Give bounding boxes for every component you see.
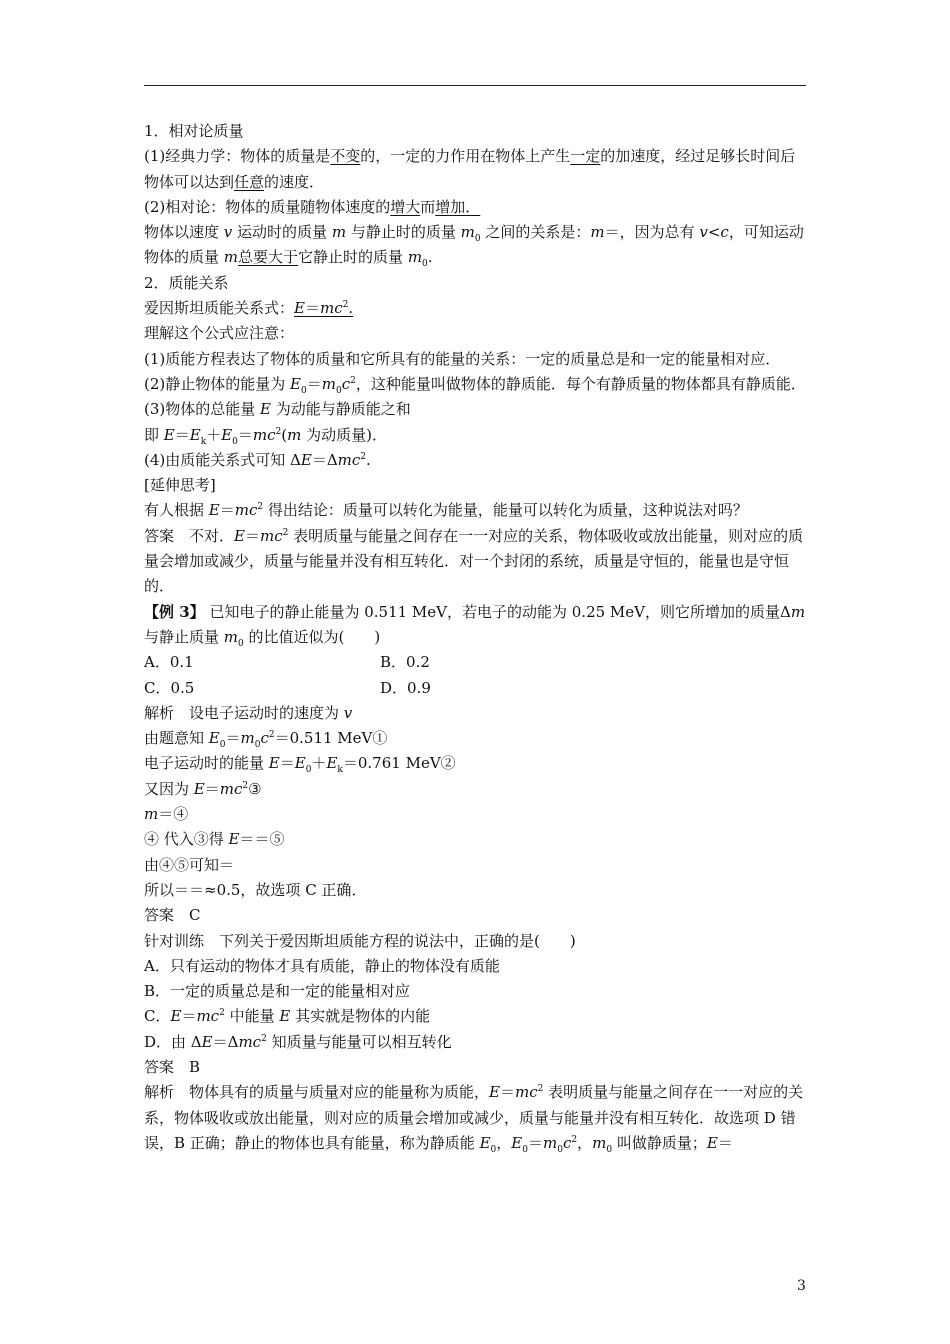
drill-answer: 答案 B (144, 1057, 201, 1076)
option-c: C．0.5 (144, 678, 195, 697)
extended-thinking-answer: 答案 不对．$E=mc^2$ 表明质量与能量之间存在一一对应的关系，物体吸收或放出能量，则对应的质量会增加或减少，质量与能量并没有相互转化．对一个封闭的系统，质量是守恒的，能量也是守恒的． (144, 526, 804, 596)
paragraph-point-2: (2)静止物体的能量为 $E_0=m_0c^2$，这种能量叫做物体的静质能．每个有静质量的物体都具有静质能． (144, 374, 806, 396)
answer-blank: 任意 (234, 172, 265, 191)
drill-option-c: C．$E=mc^2$ 中能量 E 其实就是物体的内能 (144, 1007, 431, 1026)
drill-option-d: D．由 ΔE＝Δmc$^2$ 知质量与能量可以相互转化 (144, 1032, 452, 1051)
paragraph-mass-velocity: 物体以速度 v 运动时的质量 m 与静止时的质量 $m_0$ 之间的关系是：m＝，因为总有 v<c，可知运动物体的质量 m总要大于它静止时的质量 $m_0$. (144, 223, 804, 270)
paragraph-einstein-formula: 爱因斯坦质能关系式：$E=mc^2$. (144, 299, 354, 318)
solution-line-7: 所以＝＝≈0.5，故选项 C 正确． (144, 880, 367, 899)
solution-line-1: 由题意知 $E_0=m_0c^2=0.511$ MeV① (144, 729, 388, 751)
drill-solution: 解析 物体具有的质量与质量对应的能量称为质能，$E=mc^2$ 表明质量与能量之间存在一一对应的关系，物体吸收或放出能量，则对应的质量会增加或减少，质量与能量并没有相互转化．故选项 D 错误，B 正确；静止的物体也具有能量，称为静质能 $E_0$，$E_0=m_0c^2$，$m_0$ 叫做静质量；E＝ (144, 1083, 804, 1155)
example-3-options-row-1 (144, 650, 810, 675)
drill-question: 针对训练 下列关于爱因斯坦质能方程的说法中，正确的是( ) (144, 931, 576, 950)
solution-line-6: 由④⑤可知＝ (144, 855, 235, 874)
answer-blank: 增加． (435, 197, 481, 216)
example-label: 【例 3】 (144, 602, 205, 621)
section-heading-relativistic-mass: 1．相对论质量 (144, 122, 244, 140)
paragraph-point-4: (4)由质能关系式可知 ΔE＝Δmc$^2$. (144, 450, 371, 469)
answer-blank: 一定 (570, 147, 601, 166)
option-d: D．0.9 (380, 678, 431, 697)
paragraph-point-3: (3)物体的总能量 E 为动能与静质能之和 (144, 400, 411, 419)
drill-option-b: B．一定的质量总是和一定的能量相对应 (144, 982, 411, 1001)
answer-blank: $E=mc^2$. (294, 299, 354, 318)
solution-line-5: ④ 代入③得 E＝＝⑤ (144, 830, 285, 849)
option-b: B．0.2 (380, 653, 430, 672)
page-content (144, 119, 810, 1156)
answer-blank: 不变 (330, 147, 361, 166)
paragraph-point-1: (1)质能方程表达了物体的质量和它所具有的能量的关系：一定的质量总是和一定的能量相对应． (144, 349, 781, 368)
answer-blank: 总要大于 (238, 248, 299, 267)
paragraph-point-3-formula: 即 $E=E_k+E_0=mc^2(m$ 为动质量)． (144, 425, 387, 447)
paragraph-relativity: (2)相对论：物体的质量随物体速度的增大而增加． (144, 197, 481, 216)
paragraph-note: 理解这个公式应注意： (144, 324, 295, 343)
solution-line-2: 电子运动时的能量 $E=E_0+E_k=0.761$ MeV② (144, 754, 456, 776)
option-a: A．0.1 (144, 653, 194, 672)
example-3-question: 【例 3】 已知电子的静止能量为 0.511 MeV，若电子的动能为 0.25 MeV，则它所增加的质量Δm 与静止质量 $m_0$ 的比值近似为( ) (144, 602, 806, 649)
extended-thinking-question: 有人根据 $E=mc^2$ 得出结论：质量可以转化为能量，能量可以转化为质量，这种说法对吗？ (144, 501, 748, 520)
header-rule (144, 85, 806, 86)
solution-line-4: m＝④ (144, 805, 189, 824)
example-3-options-row-2 (144, 676, 810, 701)
solution-intro: 解析 设电子运动时的速度为 v (144, 703, 353, 722)
page-number: 3 (797, 1278, 806, 1294)
section-heading-mass-energy: 2．质能关系 (144, 273, 229, 292)
paragraph-classical-mechanics: (1)经典力学：物体的质量是不变的，一定的力作用在物体上产生一定的加速度，经过足够长时间后物体可以达到任意的速度． (144, 147, 796, 191)
example-3-answer: 答案 C (144, 906, 201, 925)
answer-blank: 增大 (390, 197, 421, 216)
extended-thinking-label: [延伸思考] (144, 476, 216, 495)
drill-option-a: A．只有运动的物体才具有质能，静止的物体没有质能 (144, 956, 500, 975)
solution-line-3: 又因为 $E=mc^2③$ (144, 779, 262, 798)
